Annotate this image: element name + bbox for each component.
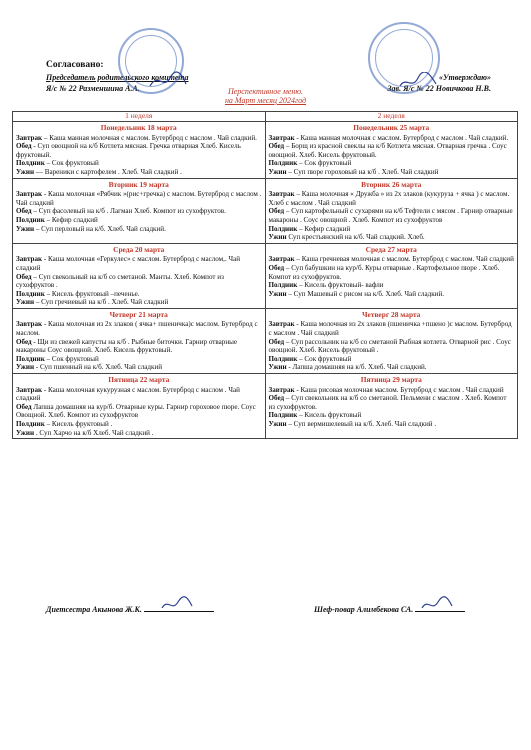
meal-line: [16, 225, 262, 234]
meal-dishes: - Лапша домашняя на к/б. Хлеб. Чай сладкий.: [288, 363, 427, 372]
meal-label: Обед: [16, 207, 32, 216]
meal-dishes: – Сок фруктовый: [299, 159, 352, 168]
meal-dishes: – Кисель фруктовый: [299, 411, 362, 420]
menu-day-cell: [13, 308, 266, 373]
meal-line: [269, 233, 515, 242]
meal-line: [269, 338, 515, 355]
meal-label: Обед: [16, 142, 32, 151]
meal-line: [16, 363, 262, 372]
meal-label: Обед: [16, 337, 32, 346]
meal-label: Ужин: [16, 363, 35, 372]
meal-line: [269, 134, 515, 143]
confirm-title: «Утверждаю»: [438, 73, 491, 82]
meal-label: Ужин: [268, 420, 287, 428]
meal-dishes: – Суп картофельный с сухарями на к/б Тефтели с мясом . Гарнир отварные макароны . Соус овощной . Хлеб. Компот из сухофруктов: [268, 207, 513, 224]
meal-label: Полдник: [16, 354, 45, 363]
meal-line: [269, 190, 515, 207]
meal-line: [269, 281, 515, 290]
committee-chair-name: Я/с № 22 Разменшина А.А.: [46, 84, 140, 93]
menu-day-cell: [265, 308, 518, 373]
menu-day-cell: [265, 243, 518, 308]
day-heading: Вторник 26 марта: [361, 179, 422, 189]
menu-day-cell: [265, 122, 518, 179]
meal-label: Ужин: [268, 167, 287, 176]
meal-line: [269, 264, 515, 281]
menu-day-cell: [265, 178, 518, 243]
meal-dishes: – Суп свекольник на к/б со сметаной. Пельмени с маслом . Хлеб. Компот из сухофруктов.: [268, 394, 507, 411]
meal-line: [16, 429, 262, 438]
meal-dishes: – Каша гречневая молочная с маслом. Бутерброд с маслом. Чай сладкий: [296, 255, 514, 264]
week-1-header: 1 неделя: [13, 112, 266, 122]
menu-day-cell: [265, 374, 518, 439]
menu-table: [12, 111, 518, 439]
meal-label: Полдник: [268, 411, 298, 420]
meal-label: Полдник: [16, 420, 45, 428]
meal-label: Полдник: [268, 354, 298, 363]
meal-label: Полдник: [268, 224, 298, 233]
meal-line: [269, 207, 515, 224]
meal-dishes: – Каша манная молочная с маслом. Бутерброд с маслом . Чай сладкий.: [43, 133, 257, 142]
meal-label: Полдник: [16, 289, 45, 298]
meal-dishes: - Щи из свежей капусты на к/б . Рыбные биточки. Гарнир отварные макароны Соус овощной. Хлеб. Кисель фруктовый.: [16, 337, 238, 355]
meal-line: [269, 386, 515, 395]
meal-line: [16, 142, 262, 159]
meal-label: Полдник: [16, 215, 45, 224]
menu-day-row: [13, 122, 518, 179]
menu-day-cell: [13, 178, 266, 243]
meal-line: [16, 168, 262, 177]
meal-label: Ужин: [16, 298, 35, 307]
meal-line: [269, 159, 515, 168]
menu-day-cell: [13, 374, 266, 439]
meal-line: [16, 273, 262, 290]
meal-label: Завтрак: [16, 320, 43, 329]
meal-label: Завтрак: [16, 190, 43, 199]
meal-dishes: – Суп бабушкин на кур/б. Куры отварные . Картофельное пюре . Хлеб. Компот из сухофруктов.: [268, 263, 500, 281]
meal-label: Завтрак: [16, 133, 43, 142]
meal-dishes: – Сок фруктовый: [46, 159, 99, 168]
meal-dishes: - Каша молочная кукурузная с маслом. Бутерброд с маслом . Чай сладкий: [16, 385, 240, 403]
day-heading: Пятница 29 марта: [360, 375, 422, 385]
meal-dishes: – Кисель фруктовый .: [46, 420, 113, 428]
meal-label: Завтрак: [16, 255, 43, 264]
meal-line: [16, 420, 262, 429]
meal-label: Завтрак: [268, 320, 295, 329]
meal-line: [16, 207, 262, 216]
meal-line: [269, 225, 515, 234]
meal-line: [16, 216, 262, 225]
meal-dishes: – Суп вермишелевый на к/б. Хлеб. Чай сладкий .: [288, 420, 437, 428]
meal-dishes: Суп крестьянский на к/б. Чай сладкий. Хлеб.: [288, 233, 425, 242]
meal-line: [16, 290, 262, 299]
chef-name: Шеф-повар Алимбекова СА.: [314, 605, 414, 614]
meal-dishes: – Суп Машевый с рисом на к/б. Хлеб. Чай сладкий.: [288, 289, 445, 298]
menu-body: [13, 122, 518, 439]
day-heading: Четверг 28 марта: [362, 309, 421, 319]
meal-line: [269, 168, 515, 177]
meal-dishes: — Вареники с картофелем . Хлеб. Чай сладкий .: [35, 167, 182, 176]
meal-label: Ужин: [16, 167, 35, 176]
day-heading: Понедельник 18 марта: [100, 123, 177, 132]
meal-label: Завтрак: [268, 255, 295, 264]
meal-line: [269, 290, 515, 299]
meal-line: [16, 355, 262, 364]
meal-dishes: - Каша молочная из 2х злаков ( ячка+ пшеничка)с маслом. Бутерброд с маслом.: [16, 320, 258, 338]
meal-label: Завтрак: [268, 385, 295, 394]
meal-dishes: – Суп гречиевый на к/б . Хлеб. Чай сладкий: [35, 298, 169, 307]
week-header-row: [13, 112, 518, 122]
meal-line: [269, 411, 515, 420]
meal-dishes: – Суп фасолевый на к/б . Лагман Хлеб. Компот из сухофруктов.: [33, 207, 226, 216]
meal-line: [269, 363, 515, 372]
meal-label: Ужин: [16, 428, 35, 437]
menu-day-row: [13, 374, 518, 439]
meal-line: [16, 190, 262, 207]
day-heading: Вторник 19 марта: [108, 179, 169, 189]
meal-label: Ужин: [268, 289, 287, 298]
committee-chair-line: Председатель родительского комитета: [46, 73, 189, 82]
meal-dishes: - Каша рисовая молочная маслом. Бутерброд с маслом . Чай сладкий: [296, 385, 504, 394]
day-heading: Понедельник 25 марта: [353, 123, 430, 132]
menu-title-line1: Перспективное меню.: [227, 87, 304, 96]
meal-line: [269, 255, 515, 264]
meal-line: [269, 420, 515, 429]
menu-day-cell: [13, 122, 266, 179]
week-2-header: 2 неделя: [265, 112, 518, 122]
meal-dishes: – Кисель фруктовый –печенье.: [46, 289, 140, 298]
meal-dishes: – Кисель фруктовый- вафли: [299, 281, 384, 290]
meal-dishes: - Суп овощной на к/б Котлета мясная. Гречка отварная Хлеб. Кисель фруктовый.: [16, 142, 241, 159]
dietitian-signature: [160, 596, 194, 614]
meal-label: Полдник: [16, 159, 45, 168]
day-heading: Четверг 21 марта: [109, 309, 168, 319]
meal-dishes: – Сок фруктовый: [299, 354, 352, 363]
meal-dishes: - Каша молочная «Рябчик »(рис+гречка) с маслом. Бутерброд с маслом . Чай сладкий: [16, 190, 262, 207]
meal-line: [269, 320, 515, 337]
meal-dishes: – Суп свекольный на к/б со сметаной. Манты. Хлеб. Компот из сухофруктов .: [16, 272, 224, 290]
meal-dishes: – Суп рассольник на к/б со сметаной Рыбная котлета. Отварной рис . Соус овощной. Хлеб. Кисель фруктовый .: [268, 337, 511, 355]
meal-line: [16, 320, 262, 337]
meal-dishes: - Каша манная молочная с маслом. Бутерброд с маслом . Чай сладкий.: [296, 133, 509, 142]
meal-line: [16, 255, 262, 272]
meal-dishes: Лапша домашняя на кур/б. Отварные куры. Гарнир гороховое пюре. Соус Овощной. Хлеб. Компот из сухофруктов: [16, 402, 256, 420]
menu-title-line2: на Март месяц 2024год: [224, 96, 307, 105]
meal-dishes: – Борщ из красной свеклы на к/б Котлета мясная. Отварная гречка . Соус овощной. Хлеб. Кисель фруктовый.: [268, 142, 507, 159]
meal-dishes: – Кефир сладкий: [46, 215, 98, 224]
meal-line: [16, 298, 262, 307]
meal-line: [16, 403, 262, 420]
meal-label: Обед: [268, 394, 285, 403]
meal-line: [16, 159, 262, 168]
meal-line: [16, 134, 262, 143]
menu-day-row: [13, 243, 518, 308]
day-heading: Среда 27 марта: [365, 244, 417, 254]
director-name: Зав. Я/с № 22 Новичкова Н.В.: [387, 84, 491, 93]
day-heading: Пятница 22 марта: [108, 375, 170, 385]
meal-label: Обед: [16, 272, 32, 281]
meal-dishes: - Каша молочная из 2х злаков (пшеничка +пшено )с маслом. Бутерброд с маслом . Чай сладкий: [268, 320, 512, 338]
menu-day-cell: [13, 243, 266, 308]
meal-label: Завтрак: [268, 133, 295, 142]
approval-title: Согласовано:: [46, 60, 104, 70]
meal-dishes: – Кефир сладкий: [299, 224, 351, 233]
meal-line: [269, 142, 515, 159]
meal-line: [269, 355, 515, 364]
meal-dishes: – Каша молочная « Дружба » из 2х злаков (кукуруза + ячка ) с маслом. Хлеб с маслом . Чай сладкий: [268, 190, 510, 207]
meal-line: [16, 338, 262, 355]
meal-line: [16, 386, 262, 403]
menu-title: [0, 87, 531, 105]
meal-label: Обед: [268, 142, 285, 151]
meal-label: Ужин: [268, 233, 287, 242]
meal-label: Ужин: [268, 363, 287, 372]
dietitian-name: Диетсестра Акынова Ж.К.: [46, 605, 144, 614]
meal-label: Обед: [268, 207, 285, 216]
menu-day-row: [13, 178, 518, 243]
chef-signature: [420, 596, 454, 614]
meal-label: Завтрак: [16, 385, 43, 394]
day-heading: Среда 20 марта: [113, 244, 165, 254]
menu-day-row: [13, 308, 518, 373]
meal-dishes: - Суп пшенный на к/б. Хлеб. Чай сладкий: [35, 363, 163, 372]
meal-dishes: – Суп пюре гороховый на к/б . Хлеб. Чай сладкий: [288, 167, 439, 176]
meal-line: [269, 394, 515, 411]
meal-dishes: – Суп перловый на к/б. Хлеб. Чай сладкий.: [35, 224, 166, 233]
meal-label: Обед: [16, 402, 32, 411]
meal-label: Обед: [268, 263, 285, 272]
meal-label: Ужин: [16, 224, 35, 233]
meal-label: Полдник: [268, 159, 298, 168]
meal-dishes: . Суп Харчо на к/б Хлеб. Чай сладкий .: [35, 428, 154, 437]
meal-label: Завтрак: [268, 190, 295, 199]
meal-dishes: - Каша молочная «Геркулес» с маслом. Бутерброд с маслом,. Чай сладкий: [16, 255, 241, 272]
meal-label: Полдник: [268, 281, 298, 290]
meal-label: Обед: [268, 337, 285, 346]
meal-dishes: – Сок фруктовый: [46, 354, 99, 363]
